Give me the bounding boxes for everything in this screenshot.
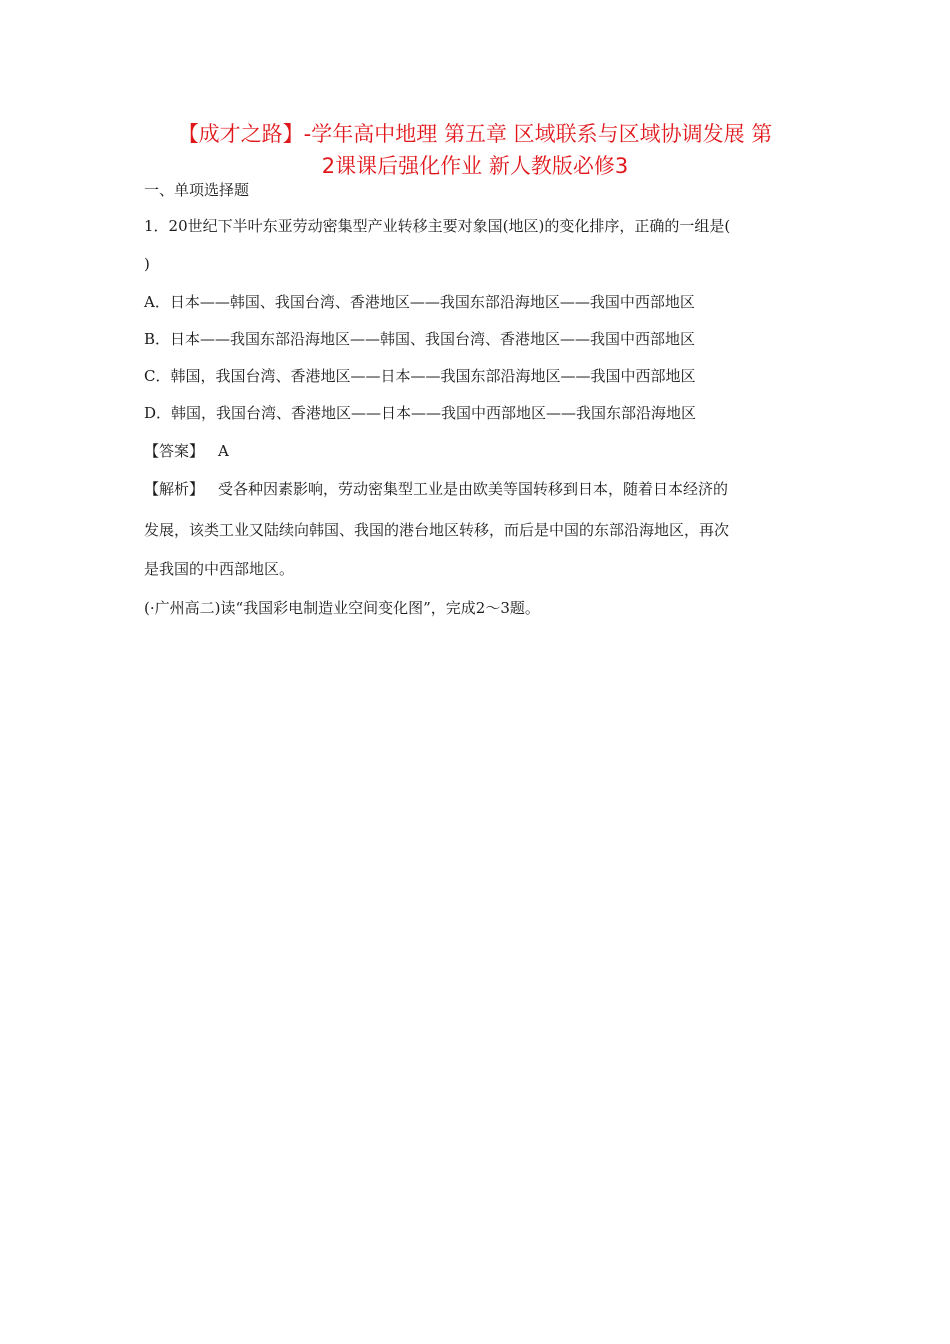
question-1-stem: 1．20世纪下半叶东亚劳动密集型产业转移主要对象国(地区)的变化排序，正确的一组是(: [144, 217, 731, 235]
document-title: [140, 118, 810, 182]
analysis-line-1: [144, 479, 728, 499]
analysis-label: 【解析】: [144, 480, 205, 498]
answer-value: A: [218, 442, 229, 460]
analysis-line-3: 是我国的中西部地区。: [144, 560, 295, 578]
option-c: C．韩国，我国台湾、香港地区——日本——我国东部沿海地区——我国中西部地区: [144, 367, 696, 385]
title-line-1: 【成才之路】-学年高中地理 第五章 区域联系与区域协调发展 第: [177, 122, 773, 146]
title-line-2: 2课课后强化作业 新人教版必修3: [321, 154, 629, 178]
analysis-line-2: 发展，该类工业又陆续向韩国、我国的港台地区转移，而后是中国的东部沿海地区，再次: [144, 521, 730, 539]
question-1-stem-continuation: ): [144, 255, 150, 273]
next-question-intro: (·广州高二)读“我国彩电制造业空间变化图”，完成2～3题。: [144, 599, 540, 617]
answer-label: 【答案】: [144, 442, 205, 460]
option-b: B．日本——我国东部沿海地区——韩国、我国台湾、香港地区——我国中西部地区: [144, 330, 696, 348]
section-heading: 一、单项选择题: [144, 181, 250, 199]
option-d: D．韩国，我国台湾、香港地区——日本——我国中西部地区——我国东部沿海地区: [144, 404, 697, 422]
analysis-text-1: 受各种因素影响，劳动密集型工业是由欧美等国转移到日本，随着日本经济的: [218, 480, 729, 498]
option-a: A．日本——韩国、我国台湾、香港地区——我国东部沿海地区——我国中西部地区: [144, 293, 695, 311]
answer-line: [144, 441, 229, 461]
